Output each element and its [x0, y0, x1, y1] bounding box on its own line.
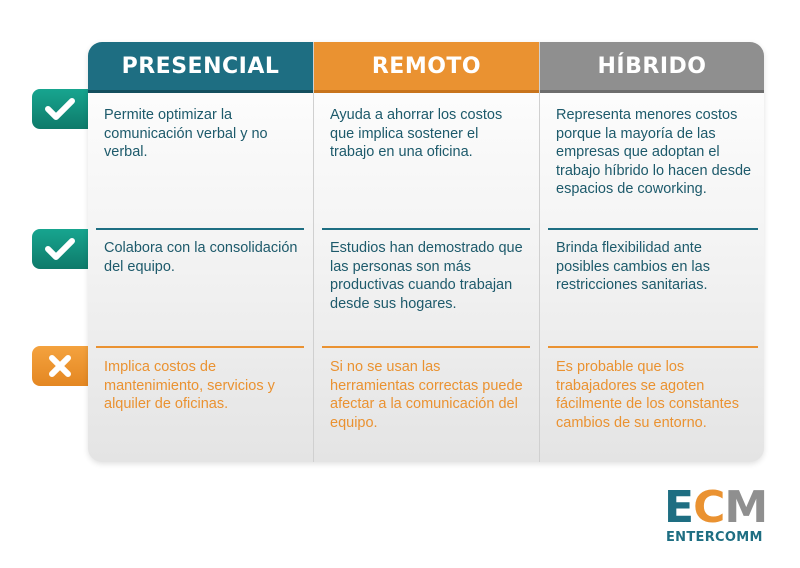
comparison-table [88, 42, 764, 462]
header-remoto: REMOTO [314, 42, 539, 93]
column-presencial [88, 42, 313, 462]
cell-presencial-advantage-2: Colabora con la consolidación del equipo. [104, 240, 298, 275]
cell-remoto-advantage-2: Estudios han demostrado que las personas son más productivas cuando trabajan desde sus hogares. [330, 240, 523, 312]
check-icon [32, 229, 88, 269]
logo-subtitle: ENTERCOMM [666, 530, 763, 545]
divider [322, 228, 530, 230]
logo-letter-e: E [664, 482, 694, 533]
cross-icon [32, 346, 88, 386]
cell-remoto-disadvantage: Si no se usan las herramientas correctas puede afectar a la comunicación del equipo. [330, 359, 523, 431]
logo-letter-m: M [724, 482, 768, 533]
logo-letters [664, 484, 767, 532]
cell-presencial-disadvantage: Implica costos de mantenimiento, servicios y alquiler de oficinas. [104, 359, 275, 412]
cell-hibrido-disadvantage: Es probable que los trabajadores se agoten fácilmente de los constantes cambios de su entorno. [556, 359, 739, 431]
column-hibrido [540, 42, 764, 462]
check-icon [32, 89, 88, 129]
divider [548, 228, 758, 230]
divider [322, 346, 530, 348]
divider [96, 228, 304, 230]
header-presencial: PRESENCIAL [88, 42, 313, 93]
divider [548, 346, 758, 348]
header-hibrido: HÍBRIDO [540, 42, 764, 93]
entercomm-logo [664, 484, 772, 546]
cell-presencial-advantage-1: Permite optimizar la comunicación verbal y no verbal. [104, 107, 268, 160]
cell-remoto-advantage-1: Ayuda a ahorrar los costos que implica sostener el trabajo en una oficina. [330, 107, 503, 160]
cell-hibrido-advantage-1: Representa menores costos porque la mayoría de las empresas que adoptan el trabajo híbrido lo hacen desde espacios de coworking. [556, 107, 752, 197]
cell-hibrido-advantage-2: Brinda flexibilidad ante posibles cambios en las restricciones sanitarias. [556, 240, 710, 293]
divider [96, 346, 304, 348]
logo-letter-c: C [693, 482, 725, 533]
column-remoto [314, 42, 539, 462]
